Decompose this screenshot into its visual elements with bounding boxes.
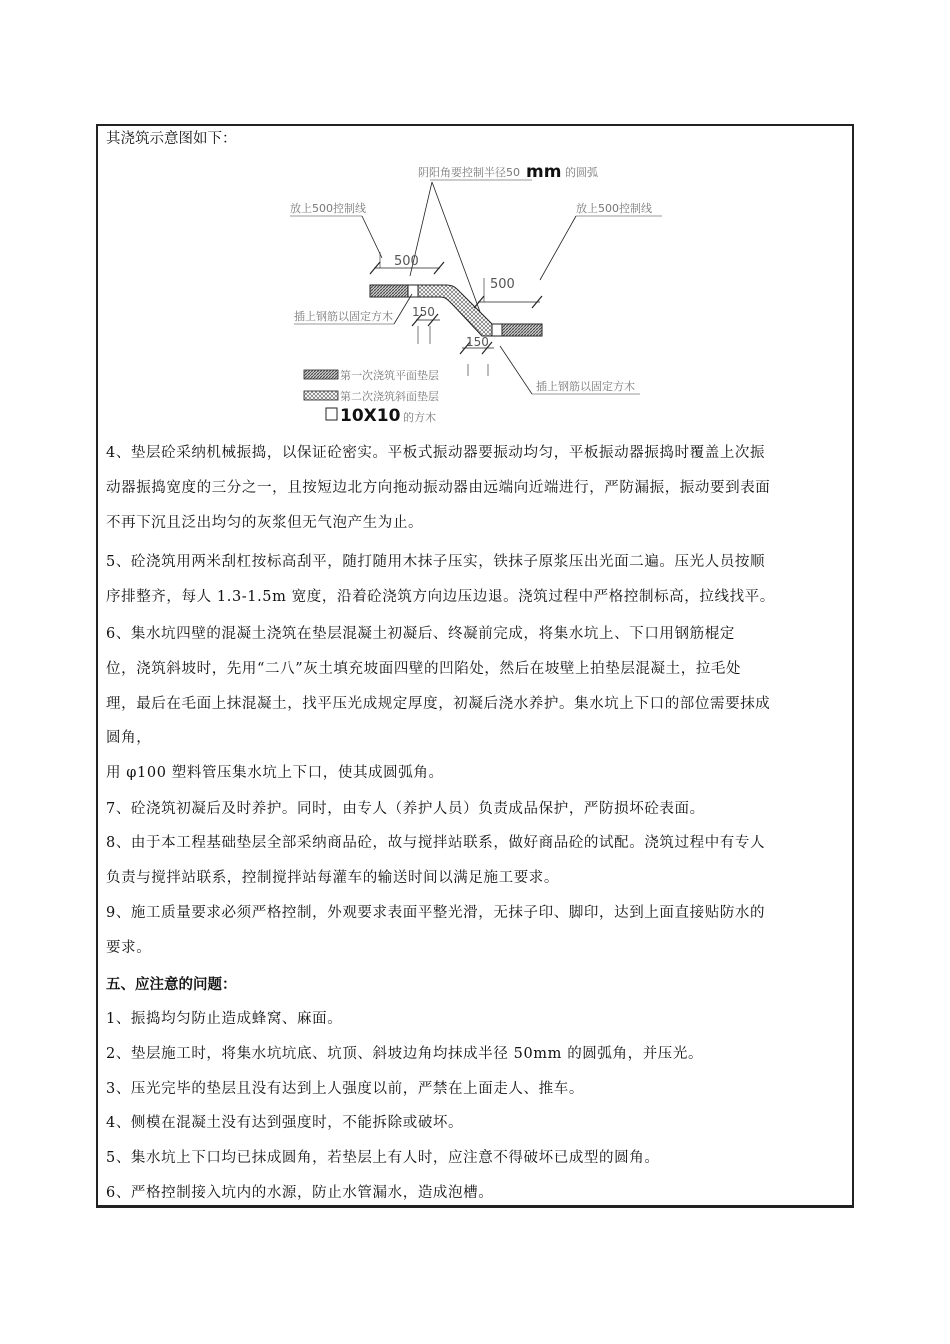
list-item: 2、垫层施工时，将集水坑坑底、坑顶、斜坡边角均抹成半径 50mm 的圆弧角，并压光。 — [106, 1045, 704, 1062]
pouring-diagram — [270, 158, 690, 428]
paragraph-6: 6、集水坑四壁的混凝土浇筑在垫层混凝土初凝后、终凝前完成，将集水坑上、下口用钢筋棍定 位，浇筑斜坡时，先用“二八”灰土填充坡面四壁的凹陷处，然后在坡壁上拍垫层混凝土，拉毛处 理，最后在毛面上抹混凝土，找平压光成规定厚度，初凝后浇水养护。集水坑上下口的部位需要抹成 圆角， 用 φ100 塑料管压集水坑上下口，使其成圆弧角。 — [106, 626, 771, 782]
list-item: 3、压光完毕的垫层且没有达到上人强度以前，严禁在上面走人、推车。 — [106, 1080, 584, 1097]
timber-block-right — [492, 324, 502, 336]
right-control-line-label: 放上500控制线 — [576, 202, 652, 215]
first-pour-flat-left — [370, 285, 408, 297]
right-rebar-label: 插上钢筋以固定方木 — [536, 380, 635, 393]
legend-first-pour-label: 第一次浇筑平面垫层 — [340, 369, 439, 382]
legend-timber-swatch — [326, 408, 337, 420]
first-pour-flat-right — [502, 324, 542, 336]
left-control-line-label: 放上500控制线 — [290, 202, 366, 215]
legend-first-pour-swatch — [304, 370, 338, 379]
svg-text:的圆弧: 的圆弧 — [565, 166, 598, 179]
list-item: 1、振捣均匀防止造成蜂窝、麻面。 — [106, 1011, 343, 1027]
paragraph-7: 7、砼浇筑初凝后及时养护。同时，由专人（养护人员）负责成品保护，严防损坏砼表面。 — [106, 801, 705, 817]
right-500-dimension: 500 — [490, 277, 515, 292]
paragraph-8: 8、由于本工程基础垫层全部采纳商品砼，故与搅拌站联系，做好商品砼的试配。浇筑过程中有专人 负责与搅拌站联系，控制搅拌站每灌车的输送时间以满足施工要求。 — [106, 835, 766, 886]
list-item: 4、侧模在混凝土没有达到强度时，不能拆除或破坏。 — [106, 1115, 464, 1132]
list-item: 6、严格控制接入坑内的水源，防止水管漏水，造成泡槽。 — [106, 1184, 494, 1201]
diagram-intro: 其浇筑示意图如下： — [106, 131, 237, 147]
bottom-150-dimension: 150 — [466, 335, 489, 349]
section-5-title: 五、应注意的问题： — [106, 976, 237, 993]
left-rebar-label: 插上钢筋以固定方木 — [294, 310, 393, 323]
paragraph-5: 5、砼浇筑用两米刮杠按标高刮平，随打随用木抹子压实，铁抹子原浆压出光面二遍。压光人员按顺 序排整齐，每人 1.3-1.5m 宽度，沿着砼浇筑方向边压边退。浇筑过程中严格控制标高，拉线找平。 — [106, 554, 775, 605]
arc-radius-label — [418, 162, 598, 182]
legend-second-pour-label: 第二次浇筑斜面垫层 — [340, 390, 439, 403]
legend-second-pour-swatch — [304, 391, 338, 400]
list-item: 5、集水坑上下口均已抹成圆角，若垫层上有人时，应注意不得破坏已成型的圆角。 — [106, 1150, 660, 1167]
left-150-dimension: 150 — [412, 305, 435, 319]
svg-text:阴阳角要控制半径50: 阴阳角要控制半径50 — [418, 166, 520, 179]
timber-block-left — [408, 285, 418, 297]
left-500-dimension: 500 — [394, 254, 419, 269]
paragraph-9: 9、施工质量要求必须严格控制，外观要求表面平整光滑，无抹子印、脚印，达到上面直接贴防水的 要求。 — [106, 905, 766, 956]
svg-text:mm: mm — [526, 162, 562, 182]
section-5-list — [106, 1002, 846, 1211]
legend-timber-suffix: 的方木 — [403, 411, 436, 424]
paragraph-4: 4、垫层砼采纳机械振捣，以保证砼密实。平板式振动器要振动均匀，平板振动器振捣时覆盖上次振 动器振捣宽度的三分之一，且按短边北方向拖动振动器由远端向近端进行，严防漏振，振动要到表面 不再下沉且泛出均匀的灰浆但无气泡产生为止。 — [106, 445, 771, 531]
legend-timber-size: 10X10 — [340, 406, 401, 426]
